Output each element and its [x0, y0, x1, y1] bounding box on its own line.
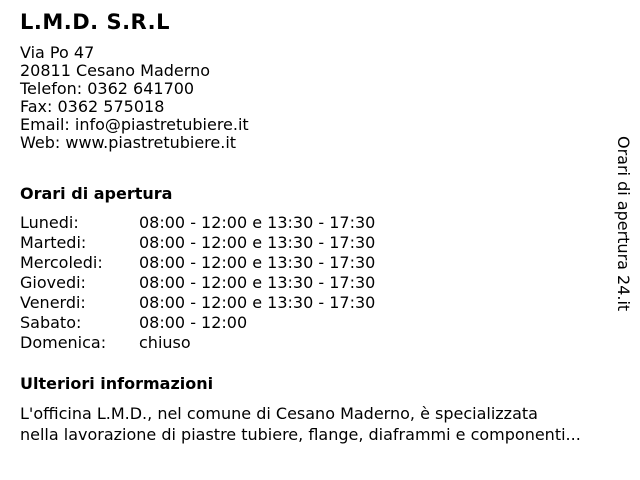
hours-day: Mercoledi:: [20, 253, 103, 272]
hours-time: 08:00 - 12:00 e 13:30 - 17:30: [139, 213, 376, 232]
email-line: Email: info@piastretubiere.it: [20, 115, 249, 134]
hours-day: Giovedi:: [20, 273, 86, 292]
hours-row-tuesday: [20, 233, 420, 253]
further-info-heading: Ulteriori informazioni: [20, 374, 214, 393]
hours-day: Domenica:: [20, 333, 107, 352]
opening-hours-table: [20, 213, 420, 353]
hours-time: 08:00 - 12:00 e 13:30 - 17:30: [139, 233, 376, 252]
address-block: [20, 44, 249, 152]
city-address: 20811 Cesano Maderno: [20, 61, 210, 80]
hours-time: 08:00 - 12:00 e 13:30 - 17:30: [139, 253, 376, 272]
hours-time: 08:00 - 12:00 e 13:30 - 17:30: [139, 293, 376, 312]
hours-row-thursday: [20, 273, 420, 293]
hours-row-saturday: [20, 313, 420, 333]
fax-line: Fax: 0362 575018: [20, 97, 165, 116]
info-line: nella lavorazione di piastre tubiere, flange, diaframmi e componenti...: [20, 425, 581, 444]
further-info-text: [20, 403, 581, 445]
web-line: Web: www.piastretubiere.it: [20, 133, 237, 152]
hours-day: Lunedi:: [20, 213, 79, 232]
hours-row-wednesday: [20, 253, 420, 273]
company-name: L.M.D. S.R.L: [20, 10, 170, 34]
opening-hours-heading: Orari di apertura: [20, 184, 173, 203]
hours-row-sunday: [20, 333, 420, 353]
hours-day: Sabato:: [20, 313, 82, 332]
hours-time: chiuso: [139, 333, 191, 352]
phone-line: Telefon: 0362 641700: [20, 79, 195, 98]
street-address: Via Po 47: [20, 43, 95, 62]
hours-time: 08:00 - 12:00: [139, 313, 248, 332]
site-watermark: Orari di apertura 24.it: [614, 136, 633, 312]
hours-time: 08:00 - 12:00 e 13:30 - 17:30: [139, 273, 376, 292]
hours-row-monday: [20, 213, 420, 233]
hours-row-friday: [20, 293, 420, 313]
hours-day: Venerdi:: [20, 293, 86, 312]
info-line: L'officina L.M.D., nel comune di Cesano Maderno, è specializzata: [20, 404, 538, 423]
hours-day: Martedi:: [20, 233, 87, 252]
